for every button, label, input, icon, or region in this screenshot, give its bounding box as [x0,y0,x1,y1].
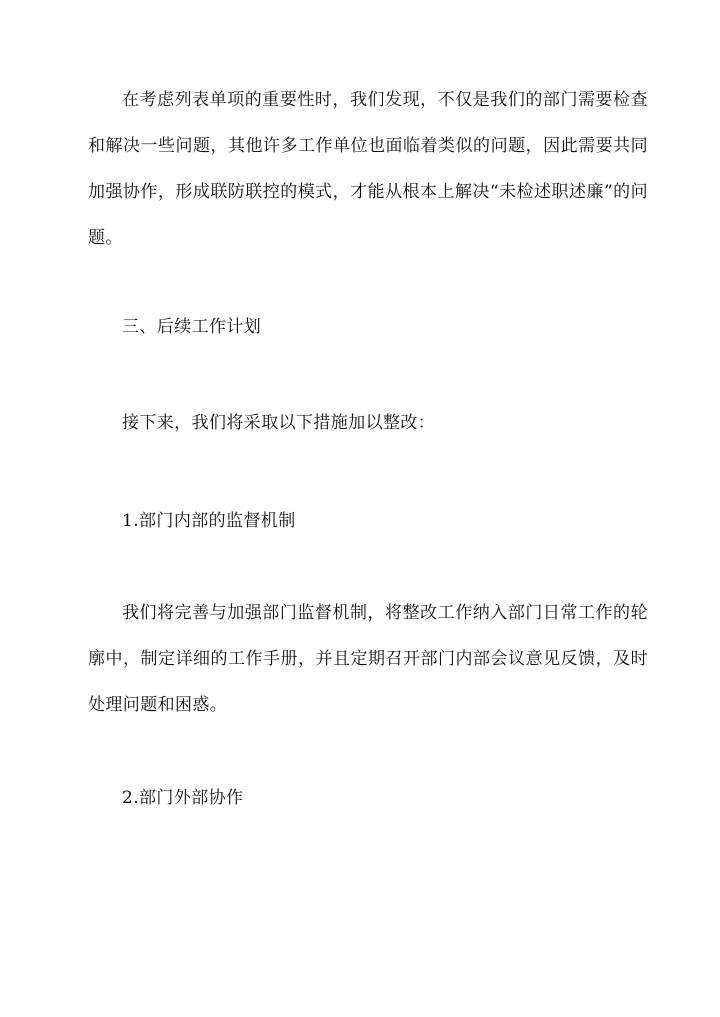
body-paragraph: 在考虑列表单项的重要性时，我们发现，不仅是我们的部门需要检查和解决一些问题，其他许多工作单位也面临着类似的问题，因此需要共同加强协作，形成联防联控的模式，才能从根本上解决“未检述职述廉”的问题。 [88,90,648,248]
intro-paragraph: 接下来，我们将采取以下措施加以整改： [122,413,436,433]
section-heading: 三、后续工作计划 [122,317,262,337]
subsection-heading-2: 2.部门外部协作 [122,788,244,808]
body-paragraph: 我们将完善与加强部门监督机制，将整改工作纳入部门日常工作的轮廓中，制定详细的工作手册，并且定期召开部门内部会议意见反馈，及时处理问题和困惑。 [88,603,648,715]
subsection-heading-1: 1.部门内部的监督机制 [122,511,296,531]
